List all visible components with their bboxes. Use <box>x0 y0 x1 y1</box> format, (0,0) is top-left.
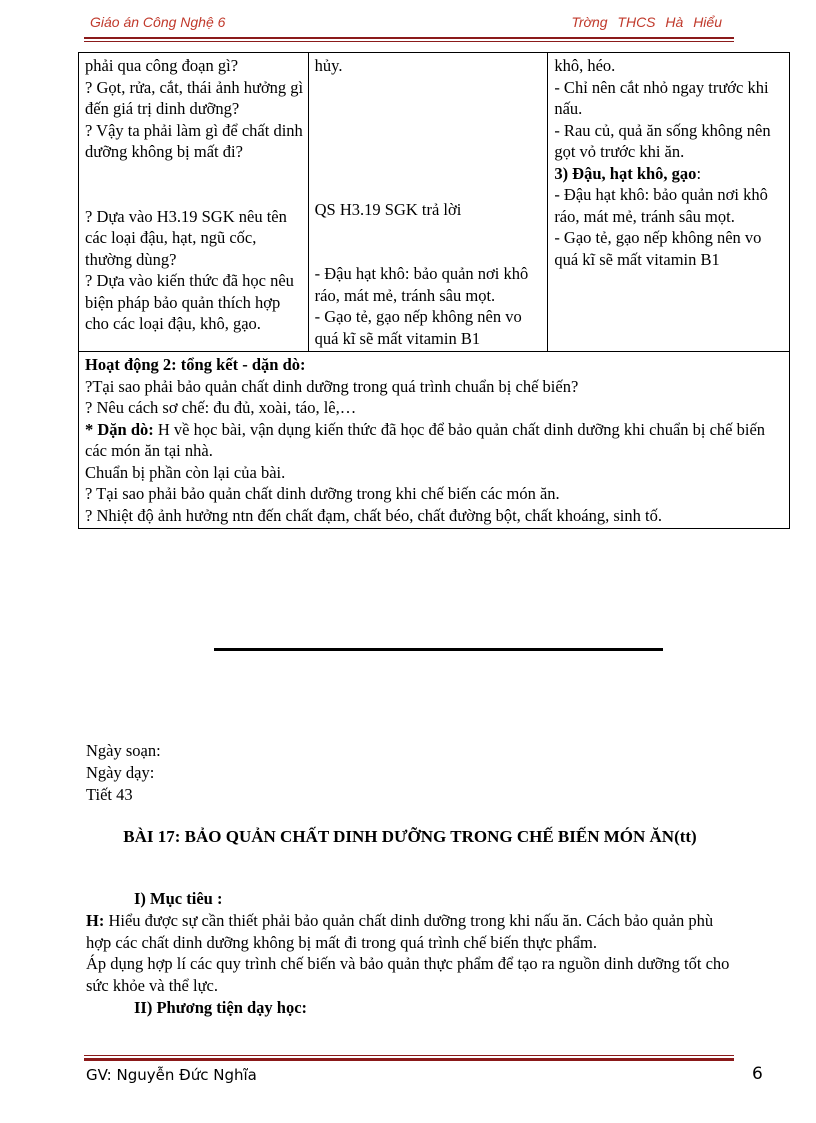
content-line: - Đậu hạt khô: bảo quản nơi khô ráo, mát mẻ, tránh sâu mọt. <box>554 185 768 226</box>
header-school: Trờng THCS Hà Hiểu <box>571 14 722 30</box>
summary-line: Chuẩn bị phần còn lại của bài. <box>85 462 286 482</box>
question: ? Vậy ta phải làm gì để chất dinh dưỡng không bị mất đi? <box>85 120 303 161</box>
header-subject: Giáo án Công Nghệ 6 <box>90 14 226 30</box>
section-heading: 3) Đậu, hạt khô, gạo: <box>554 163 702 183</box>
apply-paragraph: Áp dụng hợp lí các quy trình chế biến và bảo quản thực phẩm để tạo ra nguồn dinh dưỡng tốt cho sức khỏe và thể lực. <box>86 954 730 996</box>
question: ? Dựa vào H3.19 SGK nêu tên các loại đậu, hạt, ngũ cốc, thường dùng? <box>85 206 287 269</box>
objective-paragraph: H: Hiểu được sự cần thiết phải bảo quản chất dinh dưỡng trong khi nấu ăn. Cách bảo quản phù hợp các chất dinh dưỡng không bị mất đi trong quá trình chế biến thực phẩm. <box>86 910 714 952</box>
period-number: Tiết 43 <box>86 785 133 804</box>
answer: - Đậu hạt khô: bảo quản nơi khô ráo, mát mẻ, tránh sâu mọt. <box>314 264 529 305</box>
footer-rule <box>84 1058 734 1061</box>
date-prepared: Ngày soạn: <box>86 741 161 760</box>
summary-line: ? Tại sao phải bảo quản chất dinh dưỡng trong khi chế biến các món ăn. <box>85 484 560 503</box>
question: ? Dựa vào kiến thức đã học nêu biện pháp bảo quản thích hợp cho các loại đậu, khô, gạo. <box>85 271 294 333</box>
lesson-meta <box>86 740 161 806</box>
summary-cell <box>79 352 790 529</box>
date-taught: Ngày dạy: <box>86 763 155 782</box>
header-rule-thin <box>84 41 734 42</box>
answer: hủy. <box>314 56 343 75</box>
content-cell <box>548 53 790 352</box>
summary-line: ? Nhiệt độ ảnh hưởng ntn đến chất đạm, chất béo, chất đường bột, chất khoáng, sinh tố. <box>85 505 662 525</box>
table-row <box>79 53 790 352</box>
content-line: - Gạo tẻ, gạo nếp không nên vo quá kĩ sẽ mất vitamin B1 <box>554 228 762 269</box>
summary-line: ? Nêu cách sơ chế: đu đủ, xoài, táo, lê,… <box>85 398 357 417</box>
question: ? Gọt, rửa, cắt, thái ảnh hưởng gì đến giá trị dinh dưỡng? <box>85 77 304 118</box>
answer: - Gạo tẻ, gạo nếp không nên vo quá kĩ sẽ mất vitamin B1 <box>314 307 522 348</box>
header-rule <box>84 37 734 39</box>
lesson-table <box>78 52 790 529</box>
summary-line: ?Tại sao phải bảo quản chất dinh dưỡng trong quá trình chuẩn bị chế biến? <box>85 376 579 396</box>
homework-line: * Dặn dò: H về học bài, vận dụng kiến thức đã học để bảo quản chất dinh dưỡng khi chuẩn bị chế biến các món ăn tại nhà. <box>85 419 766 460</box>
footer-rule-thin <box>84 1055 734 1056</box>
lesson-title: BÀI 17: BẢO QUẢN CHẤT DINH DƯỠNG TRONG CHẾ BIẾN MÓN ĂN(tt) <box>123 827 697 846</box>
content-line: - Chỉ nên cắt nhỏ ngay trước khi nấu. <box>554 77 769 118</box>
content-line: - Rau củ, quả ăn sống không nên gọt vỏ trước khi ăn. <box>554 120 771 161</box>
student-activity-cell <box>308 53 548 352</box>
question: phải qua công đoạn gì? <box>85 56 239 75</box>
content-line: khô, héo. <box>554 56 616 75</box>
lesson-body <box>86 888 734 1019</box>
means-heading: II) Phương tiện dạy học: <box>134 997 308 1017</box>
objectives-heading: I) Mục tiêu : <box>134 889 223 908</box>
answer: QS H3.19 SGK trả lời <box>314 199 462 219</box>
page-number: 6 <box>752 1064 763 1084</box>
summary-row <box>79 352 790 529</box>
teacher-activity-cell <box>79 53 309 352</box>
teacher-name: GV: Nguyễn Đức Nghĩa <box>86 1066 257 1084</box>
page-header <box>84 10 734 38</box>
section-divider <box>214 648 663 651</box>
summary-heading: Hoạt động 2: tổng kết - dặn dò: <box>85 355 306 374</box>
